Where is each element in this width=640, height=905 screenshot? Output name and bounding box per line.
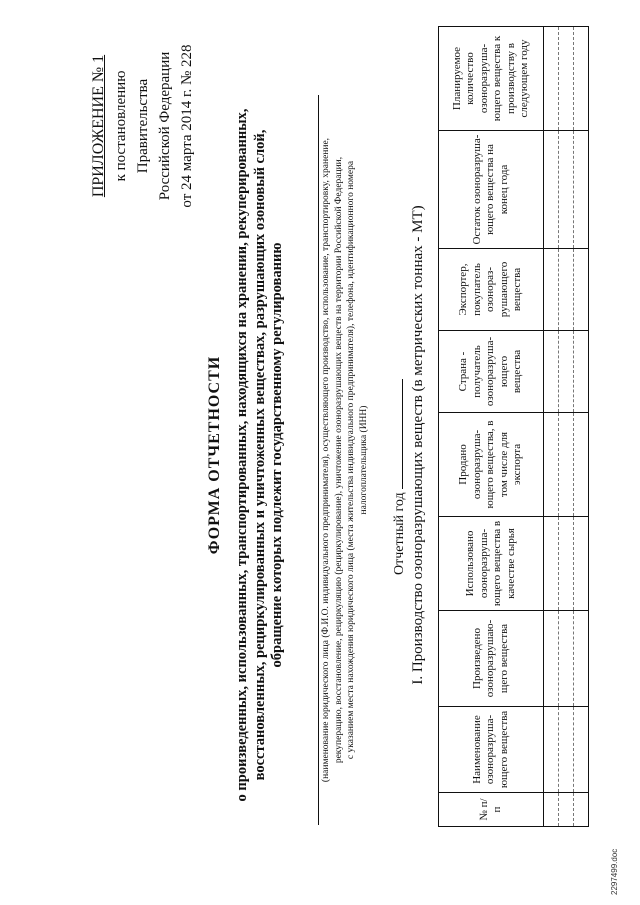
- document-code: 2297499.doc: [610, 848, 619, 895]
- table-cell[interactable]: [574, 27, 589, 131]
- caption-line-1: (наименование юридического лица (Ф.И.О. индивидуального предпринимателя), осуществляющего производство, использование, транспортировку, хранение,: [321, 137, 331, 783]
- table-header-row: [439, 27, 544, 827]
- table-cell[interactable]: [544, 413, 559, 517]
- col-header-used-as-feedstock: Использовано озоноразруша-ющего вещества в качестве сырья: [439, 517, 544, 611]
- col-header-substance-name: Наименование озоноразруша-ющего вещества: [439, 707, 544, 793]
- col-header-exporter: Экспортер, покупатель озонораз-рушающего вещества: [439, 249, 544, 331]
- form-subtitle-line-1: о произведенных, использованных, транспортированных, находящихся на хранении, рекуперированных,: [234, 108, 250, 802]
- appendix-line-3: Российской Федерации: [157, 51, 173, 201]
- report-year-row: [390, 315, 408, 575]
- table-cell[interactable]: [574, 413, 589, 517]
- table-cell[interactable]: [544, 27, 559, 131]
- appendix-block: [88, 31, 198, 221]
- table-row: [559, 27, 574, 827]
- table-cell[interactable]: [544, 793, 559, 827]
- table-row: [544, 27, 559, 827]
- table-cell[interactable]: [574, 793, 589, 827]
- table-cell[interactable]: [559, 331, 574, 413]
- table-cell[interactable]: [559, 707, 574, 793]
- table-cell[interactable]: [574, 707, 589, 793]
- table-cell[interactable]: [574, 517, 589, 611]
- report-year-field[interactable]: [390, 379, 403, 489]
- table-cell[interactable]: [559, 131, 574, 249]
- appendix-line-4: от 24 марта 2014 г. № 228: [179, 44, 195, 208]
- table-cell[interactable]: [559, 27, 574, 131]
- table-cell[interactable]: [574, 131, 589, 249]
- form-title: ФОРМА ОТЧЕТНОСТИ: [206, 355, 223, 555]
- organization-caption: [320, 95, 370, 825]
- col-header-year-end-balance: Остаток озоноразруша-ющего вещества на конец года: [439, 131, 544, 249]
- table-cell[interactable]: [559, 517, 574, 611]
- col-header-sold: Продано озоноразруша-ющего вещества, в том числе для экспорта: [439, 413, 544, 517]
- col-header-number: № п/п: [439, 793, 544, 827]
- production-table: [438, 26, 589, 827]
- appendix-line-2: к постановлению Правительства: [113, 70, 151, 182]
- report-year-label: Отчетный год: [392, 492, 407, 575]
- table-cell[interactable]: [544, 331, 559, 413]
- col-header-planned-production: Планируемое количество озоноразруша-ющего вещества к производству в следующем году: [439, 27, 544, 131]
- table-cell[interactable]: [544, 249, 559, 331]
- col-header-produced: Произведено озоноразрушаю-щего вещества: [439, 611, 544, 707]
- caption-line-3: с указанием места нахождения юридического лица (места жительства индивидуального предпринимателя), телефона, идентификационного номера: [346, 160, 356, 760]
- table-cell[interactable]: [544, 707, 559, 793]
- table-cell[interactable]: [574, 249, 589, 331]
- col-header-recipient-country: Страна - получатель озоноразруша-ющего вещества: [439, 331, 544, 413]
- table-cell[interactable]: [574, 331, 589, 413]
- caption-line-2: рекуперацию, восстановление, рециркуляцию (рециркулирование), уничтожение озоноразрушающих веществ на территории Российской Федерации,: [333, 156, 344, 764]
- table-cell[interactable]: [559, 249, 574, 331]
- title-block: [206, 65, 287, 845]
- caption-line-4: налогоплательщика (ИНН): [358, 405, 369, 515]
- table-cell[interactable]: [544, 517, 559, 611]
- table-cell[interactable]: [544, 131, 559, 249]
- table-row: [574, 27, 589, 827]
- table-cell[interactable]: [559, 793, 574, 827]
- table-cell[interactable]: [544, 611, 559, 707]
- table-cell[interactable]: [559, 611, 574, 707]
- form-subtitle-line-3: обращение которых подлежит государственному регулированию: [269, 242, 285, 668]
- table-cell[interactable]: [559, 413, 574, 517]
- appendix-heading: ПРИЛОЖЕНИЕ № 1: [90, 54, 107, 198]
- form-subtitle-line-2: восстановленных, рециркулированных и уничтоженных веществах, разрушающих озоновый слой,: [251, 129, 268, 781]
- table-cell[interactable]: [574, 611, 589, 707]
- organization-fill-line[interactable]: [318, 95, 319, 825]
- section-title: I. Производство озоноразрушающих веществ (в метрических тоннах - МТ): [410, 205, 426, 685]
